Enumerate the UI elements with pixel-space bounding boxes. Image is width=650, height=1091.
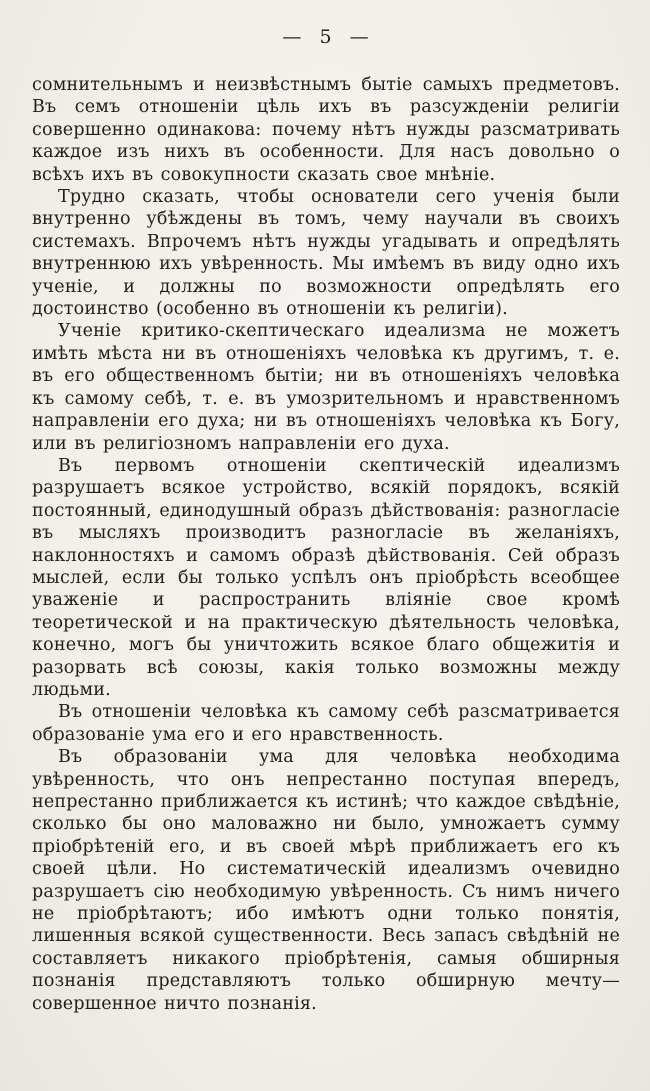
paragraph: Трудно сказать, чтобы основатели сего ученія были внутренно убѣждены въ томъ, чему научали въ своихъ системахъ. Впрочемъ нѣтъ нужды угадывать и опредѣлять внутреннюю ихъ увѣренность. Мы имѣемъ въ виду одно ихъ ученіе, и должны по возможности опредѣлять его достоинство (особенно въ отношеніи къ религіи). <box>32 187 620 320</box>
paragraph: Въ отношеніи человѣка къ самому себѣ разсматривается образованіе ума его и его нравственность. <box>32 702 620 745</box>
paragraph: Въ образованіи ума для человѣка необходима увѣренность, что онъ непрестанно поступая впередъ, непрестанно приближается къ истинѣ; что каждое свѣдѣніе, сколько бы оно маловажно ни было, умножаетъ сумму пріобрѣтеній его, и въ своей мѣрѣ приближаетъ его къ своей цѣли. Но систематическій идеализмъ очевидно разрушаетъ сію необходимую увѣренность. Съ нимъ ничего не пріобрѣтаютъ; ибо имѣютъ одни только понятія, лишенныя всякой существенности. Весь запасъ свѣдѣній не составляетъ никакого пріобрѣтенія, самыя обширныя познанія представляютъ только обширную мечту—совершенное ничто познанія. <box>32 747 620 1014</box>
paragraph: Въ первомъ отношеніи скептическій идеализмъ разрушаетъ всякое устройство, всякій порядокъ, всякій постоянный, единодушный образъ дѣйствованія: разногласіе въ мысляхъ производитъ разногласіе въ желаніяхъ, наклонностяхъ и самомъ образѣ дѣйствованія. Сей образъ мыслей, если бы только успѣлъ онъ пріобрѣсть всеобщее уваженіе и распространить вліяніе свое кромѣ теоретической и на практическую дѣятельность человѣка, конечно, могъ бы уничтожить всякое благо общежитія и разорвать всѣ союзы, какія только возможны между людьми. <box>32 455 620 700</box>
page-number-header: — 5 — <box>282 26 370 48</box>
page-body <box>32 74 620 1015</box>
paragraph: сомнительнымъ и неизвѣстнымъ бытіе самыхъ предметовъ. Въ семъ отношеніи цѣль ихъ въ разсужденіи религіи совершенно одинакова: почему нѣтъ нужды разсматривать каждое изъ нихъ въ особенности. Для насъ довольно о всѣхъ ихъ въ совокупности сказать свое мнѣніе. <box>32 75 620 185</box>
paragraph: Ученіе критико-скептическаго идеализма не можетъ имѣть мѣста ни въ отношеніяхъ человѣка къ другимъ, т. е. въ его общественномъ бытіи; ни въ отношеніяхъ человѣка къ самому себѣ, т. е. въ умозрительномъ и нравственномъ направленіи его духа; ни въ отношеніяхъ человѣка къ Богу, или въ религіозномъ направленіи его духа. <box>32 321 620 454</box>
